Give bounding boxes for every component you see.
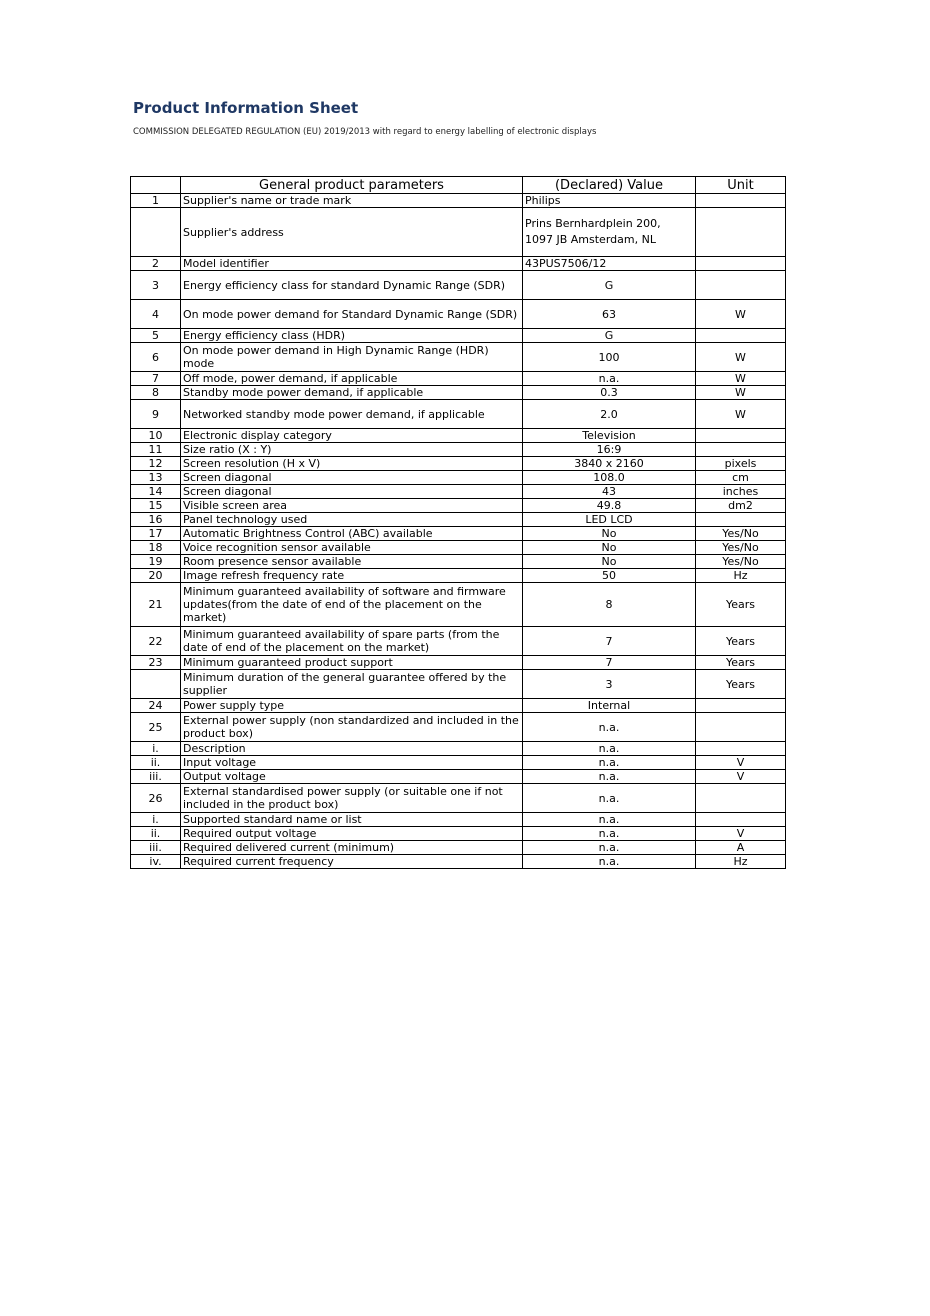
row-value: n.a. [523, 372, 696, 386]
row-label: Size ratio (X : Y) [181, 443, 523, 457]
row-label: Panel technology used [181, 513, 523, 527]
row-value: 108.0 [523, 471, 696, 485]
row-number: 20 [131, 569, 181, 583]
row-unit [696, 429, 786, 443]
row-unit: Years [696, 656, 786, 670]
row-number: ii. [131, 827, 181, 841]
row-number: 2 [131, 257, 181, 271]
table-row [131, 429, 786, 443]
row-number: 25 [131, 713, 181, 742]
row-value: No [523, 527, 696, 541]
table-row [131, 742, 786, 756]
row-label: Screen diagonal [181, 471, 523, 485]
row-number: iii. [131, 770, 181, 784]
row-number: 23 [131, 656, 181, 670]
row-number: 11 [131, 443, 181, 457]
row-label: Supplier's name or trade mark [181, 194, 523, 208]
table-row [131, 656, 786, 670]
row-label: Energy efficiency class for standard Dynamic Range (SDR) [181, 271, 523, 300]
row-label: Voice recognition sensor available [181, 541, 523, 555]
row-number: 14 [131, 485, 181, 499]
row-unit [696, 813, 786, 827]
row-unit: cm [696, 471, 786, 485]
table-row [131, 208, 786, 257]
row-number: 22 [131, 627, 181, 656]
table-row [131, 770, 786, 784]
table-row [131, 457, 786, 471]
row-unit: Yes/No [696, 541, 786, 555]
row-number: ii. [131, 756, 181, 770]
row-label: On mode power demand for Standard Dynamic Range (SDR) [181, 300, 523, 329]
table-row [131, 713, 786, 742]
row-unit [696, 208, 786, 257]
regulation-subtitle: COMMISSION DELEGATED REGULATION (EU) 2019/2013 with regard to energy labelling of electronic displays [133, 127, 597, 137]
table-row [131, 784, 786, 813]
row-number: 17 [131, 527, 181, 541]
row-unit [696, 742, 786, 756]
row-value: n.a. [523, 742, 696, 756]
header-unit: Unit [696, 177, 786, 194]
row-label: Room presence sensor available [181, 555, 523, 569]
row-unit: pixels [696, 457, 786, 471]
row-value: 3 [523, 670, 696, 699]
row-value: 100 [523, 343, 696, 372]
row-label: Off mode, power demand, if applicable [181, 372, 523, 386]
table-row [131, 756, 786, 770]
row-label: Minimum guaranteed availability of software and firmware updates(from the date of end of the placement on the market) [181, 583, 523, 627]
row-label: Required current frequency [181, 855, 523, 869]
row-label: Visible screen area [181, 499, 523, 513]
table-row [131, 527, 786, 541]
row-label: Energy efficiency class (HDR) [181, 329, 523, 343]
row-label: Required output voltage [181, 827, 523, 841]
table-row [131, 513, 786, 527]
table-row [131, 855, 786, 869]
row-unit: inches [696, 485, 786, 499]
row-unit: Hz [696, 855, 786, 869]
row-number: 9 [131, 400, 181, 429]
table-row [131, 194, 786, 208]
row-unit: A [696, 841, 786, 855]
table-row [131, 329, 786, 343]
row-value: G [523, 329, 696, 343]
row-value: No [523, 555, 696, 569]
row-unit: V [696, 827, 786, 841]
table-row [131, 400, 786, 429]
row-number: 13 [131, 471, 181, 485]
table-row [131, 485, 786, 499]
row-unit: V [696, 770, 786, 784]
row-value: 3840 x 2160 [523, 457, 696, 471]
row-unit: dm2 [696, 499, 786, 513]
row-label: Minimum guaranteed availability of spare parts (from the date of end of the placement on the market) [181, 627, 523, 656]
row-unit [696, 257, 786, 271]
row-label: On mode power demand in High Dynamic Range (HDR) mode [181, 343, 523, 372]
row-number [131, 670, 181, 699]
row-value: 43PUS7506/12 [523, 257, 696, 271]
row-number: iii. [131, 841, 181, 855]
row-unit: W [696, 300, 786, 329]
row-unit: Yes/No [696, 555, 786, 569]
row-unit: W [696, 400, 786, 429]
row-unit: Years [696, 627, 786, 656]
table-row [131, 257, 786, 271]
row-unit: W [696, 372, 786, 386]
row-number: 7 [131, 372, 181, 386]
row-unit [696, 513, 786, 527]
table-row [131, 841, 786, 855]
row-number: 26 [131, 784, 181, 813]
row-value: 49.8 [523, 499, 696, 513]
row-unit: Hz [696, 569, 786, 583]
row-label: Image refresh frequency rate [181, 569, 523, 583]
table-row [131, 699, 786, 713]
page-title: Product Information Sheet [133, 99, 359, 117]
table-row [131, 300, 786, 329]
row-value: 0.3 [523, 386, 696, 400]
row-unit [696, 784, 786, 813]
row-unit [696, 194, 786, 208]
row-unit [696, 443, 786, 457]
address-line: 1097 JB Amsterdam, NL [525, 233, 656, 246]
table-row [131, 827, 786, 841]
row-label: Power supply type [181, 699, 523, 713]
row-value: n.a. [523, 784, 696, 813]
header-number [131, 177, 181, 194]
row-unit [696, 713, 786, 742]
row-number: 15 [131, 499, 181, 513]
header-parameter: General product parameters [181, 177, 523, 194]
row-number: 4 [131, 300, 181, 329]
row-unit: Yes/No [696, 527, 786, 541]
table-row [131, 569, 786, 583]
row-value: n.a. [523, 713, 696, 742]
table-row [131, 541, 786, 555]
row-label: External power supply (non standardized and included in the product box) [181, 713, 523, 742]
table-row [131, 813, 786, 827]
row-value: n.a. [523, 841, 696, 855]
row-value: n.a. [523, 827, 696, 841]
row-label: Standby mode power demand, if applicable [181, 386, 523, 400]
row-value: Internal [523, 699, 696, 713]
header-value: (Declared) Value [523, 177, 696, 194]
row-label: Description [181, 742, 523, 756]
row-number: 12 [131, 457, 181, 471]
row-label: Supported standard name or list [181, 813, 523, 827]
row-value: 2.0 [523, 400, 696, 429]
row-unit [696, 271, 786, 300]
row-label: Input voltage [181, 756, 523, 770]
row-value: n.a. [523, 756, 696, 770]
row-value: Philips [523, 194, 696, 208]
row-label: Minimum duration of the general guarantee offered by the supplier [181, 670, 523, 699]
product-info-table [130, 176, 786, 869]
row-number [131, 208, 181, 257]
row-value: 7 [523, 627, 696, 656]
row-number: 19 [131, 555, 181, 569]
table-row [131, 271, 786, 300]
row-unit: W [696, 386, 786, 400]
row-unit: Years [696, 670, 786, 699]
table-row [131, 499, 786, 513]
row-unit [696, 329, 786, 343]
table-row [131, 583, 786, 627]
row-label: Screen diagonal [181, 485, 523, 499]
address-line: Prins Bernhardplein 200, [525, 217, 661, 230]
table-row [131, 443, 786, 457]
row-label: Screen resolution (H x V) [181, 457, 523, 471]
row-number: iv. [131, 855, 181, 869]
row-unit: W [696, 343, 786, 372]
row-value: 50 [523, 569, 696, 583]
row-value: G [523, 271, 696, 300]
table-row [131, 386, 786, 400]
row-unit [696, 699, 786, 713]
row-label: Supplier's address [181, 208, 523, 257]
row-number: 6 [131, 343, 181, 372]
row-label: Electronic display category [181, 429, 523, 443]
row-label: Model identifier [181, 257, 523, 271]
table-row [131, 471, 786, 485]
row-label: External standardised power supply (or suitable one if not included in the product box) [181, 784, 523, 813]
row-value: 8 [523, 583, 696, 627]
row-label: Networked standby mode power demand, if applicable [181, 400, 523, 429]
row-number: i. [131, 813, 181, 827]
row-number: 24 [131, 699, 181, 713]
row-value: 16:9 [523, 443, 696, 457]
table-row [131, 627, 786, 656]
row-value: No [523, 541, 696, 555]
row-number: 1 [131, 194, 181, 208]
row-number: 21 [131, 583, 181, 627]
table-row [131, 670, 786, 699]
row-value: 7 [523, 656, 696, 670]
row-number: 8 [131, 386, 181, 400]
table-row [131, 372, 786, 386]
row-value: 43 [523, 485, 696, 499]
row-value: n.a. [523, 855, 696, 869]
table-header-row [131, 177, 786, 194]
row-value: Television [523, 429, 696, 443]
row-unit: Years [696, 583, 786, 627]
row-label: Required delivered current (minimum) [181, 841, 523, 855]
row-value: n.a. [523, 813, 696, 827]
row-number: 10 [131, 429, 181, 443]
row-number: 3 [131, 271, 181, 300]
table-row [131, 555, 786, 569]
row-value: n.a. [523, 770, 696, 784]
row-number: 18 [131, 541, 181, 555]
row-number: i. [131, 742, 181, 756]
row-value: 63 [523, 300, 696, 329]
row-value: LED LCD [523, 513, 696, 527]
row-unit: V [696, 756, 786, 770]
row-number: 5 [131, 329, 181, 343]
row-label: Automatic Brightness Control (ABC) available [181, 527, 523, 541]
table-row [131, 343, 786, 372]
row-label: Output voltage [181, 770, 523, 784]
supplier-address-value [523, 208, 696, 257]
row-label: Minimum guaranteed product support [181, 656, 523, 670]
row-number: 16 [131, 513, 181, 527]
